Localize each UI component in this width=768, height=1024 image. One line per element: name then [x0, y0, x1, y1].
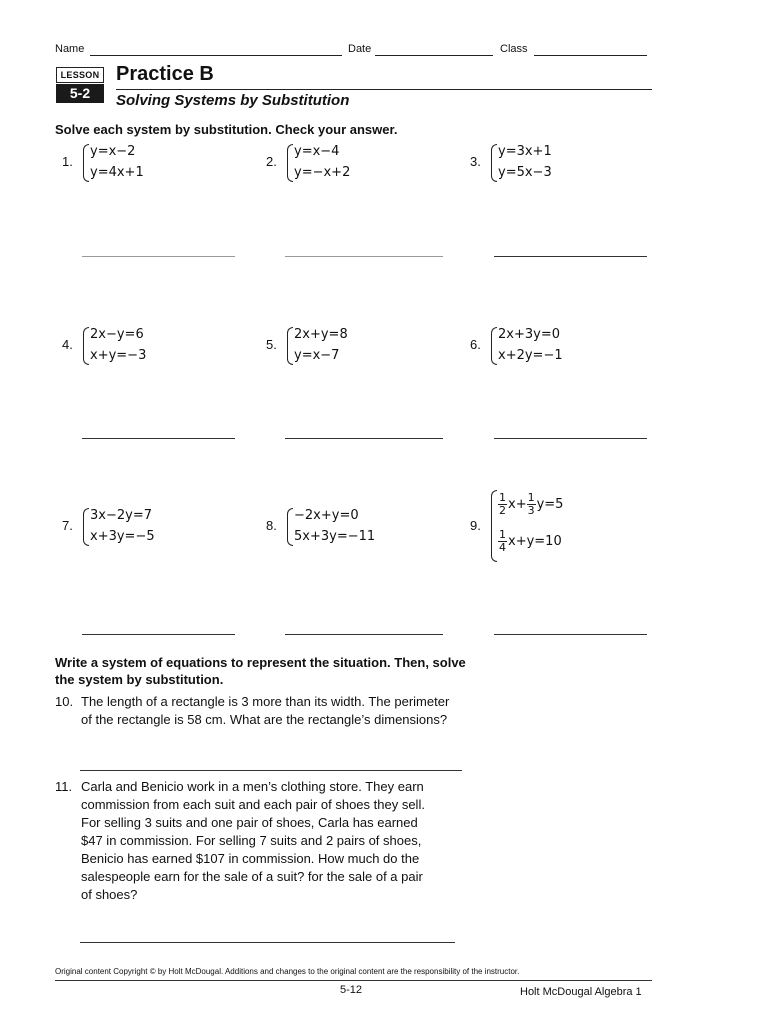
problem-number: 1.	[62, 154, 73, 169]
equation: 2x+3y=0	[498, 327, 560, 342]
section2-instruction: the system by substitution.	[55, 672, 224, 687]
problem-number: 5.	[266, 337, 277, 352]
equation: 2x+y=8	[294, 327, 348, 342]
brace	[287, 508, 293, 546]
word-problem-line: salespeople earn for the sale of a suit? for the sale of a pair	[81, 869, 423, 884]
answer-line[interactable]	[82, 438, 235, 439]
equation: x+2y=−1	[498, 348, 563, 363]
equation: y=5x−3	[498, 165, 552, 180]
book-title: Holt McDougal Algebra 1	[520, 986, 642, 998]
name-field[interactable]	[90, 55, 342, 56]
word-problem-line: $47 in commission. For selling 7 suits and 2 pairs of shoes,	[81, 833, 422, 848]
word-problem-line: For selling 3 suits and one pair of shoes, Carla has earned	[81, 815, 418, 830]
equation: 2x−y=6	[90, 327, 144, 342]
word-problem-line: of shoes?	[81, 887, 138, 902]
problem-number: 8.	[266, 518, 277, 533]
footer-rule	[55, 980, 652, 981]
equation: −2x+y=0	[294, 508, 359, 523]
answer-line[interactable]	[82, 256, 235, 257]
answer-line[interactable]	[285, 634, 443, 635]
equation: y=3x+1	[498, 144, 552, 159]
equation: 3x−2y=7	[90, 508, 152, 523]
answer-line[interactable]	[80, 942, 455, 943]
problem-number: 10.	[55, 694, 74, 709]
problem-number: 2.	[266, 154, 277, 169]
lesson-label: LESSON	[56, 67, 104, 83]
equation: y=x−7	[294, 348, 340, 363]
equation: y=−x+2	[294, 165, 351, 180]
class-field[interactable]	[534, 55, 647, 56]
name-label: Name	[55, 43, 85, 55]
answer-line[interactable]	[80, 770, 462, 771]
fraction-equation: $\frac{1}{2}$ x+ $\frac{1}{3}$ y=5	[499, 491, 564, 517]
problem-number: 11.	[55, 779, 73, 794]
section2-instruction: Write a system of equations to represent the situation. Then, solve	[55, 655, 466, 670]
brace	[287, 144, 293, 182]
brace	[83, 144, 89, 182]
word-problem-line: The length of a rectangle is 3 more than its width. The perimeter	[81, 694, 450, 709]
problem-number: 9.	[470, 518, 481, 533]
word-problem-line: Carla and Benicio work in a men’s clothing store. They earn	[81, 779, 424, 794]
problem-number: 7.	[62, 518, 73, 533]
brace	[491, 144, 497, 182]
fraction: $\frac{1}{2}$	[499, 491, 506, 517]
problem-number: 3.	[470, 154, 481, 169]
problem-number: 6.	[470, 337, 481, 352]
problem-number: 4.	[62, 337, 73, 352]
page-number: 5-12	[340, 984, 363, 996]
brace	[491, 490, 497, 562]
answer-line[interactable]	[82, 634, 235, 635]
brace	[491, 327, 497, 365]
class-label: Class	[500, 43, 528, 55]
section1-instruction: Solve each system by substitution. Check your answer.	[55, 122, 398, 137]
answer-line[interactable]	[494, 438, 647, 439]
answer-line[interactable]	[494, 634, 647, 635]
date-label: Date	[348, 43, 372, 55]
word-problem-line: commission from each suit and each pair of shoes they sell.	[81, 797, 425, 812]
word-problem-line: Benicio has earned $107 in commission. How much do the	[81, 851, 420, 866]
answer-line[interactable]	[285, 438, 443, 439]
equation: y=x−2	[90, 144, 136, 159]
title-rule	[116, 89, 652, 90]
answer-line[interactable]	[285, 256, 443, 257]
lesson-number: 5-2	[56, 84, 104, 103]
equation: x+3y=−5	[90, 529, 155, 544]
page-title: Practice B	[116, 63, 214, 85]
equation: 5x+3y=−11	[294, 529, 376, 544]
brace	[287, 327, 293, 365]
equation: y=4x+1	[90, 165, 144, 180]
footer-copyright: Original content Copyright © by Holt McDougal. Additions and changes to the original content are the responsibility of the instructor.	[55, 967, 520, 976]
fraction-equation: $\frac{1}{4}$ x+y=10	[499, 528, 562, 554]
equation: y=x−4	[294, 144, 340, 159]
word-problem-line: of the rectangle is 58 cm. What are the rectangle’s dimensions?	[81, 712, 448, 727]
fraction: $\frac{1}{3}$	[527, 491, 535, 517]
equation: x+y=−3	[90, 348, 147, 363]
date-field[interactable]	[375, 55, 493, 56]
page-subtitle: Solving Systems by Substitution	[116, 92, 350, 109]
brace	[83, 508, 89, 546]
fraction: $\frac{1}{4}$	[499, 528, 506, 554]
brace	[83, 327, 89, 365]
answer-line[interactable]	[494, 256, 647, 257]
